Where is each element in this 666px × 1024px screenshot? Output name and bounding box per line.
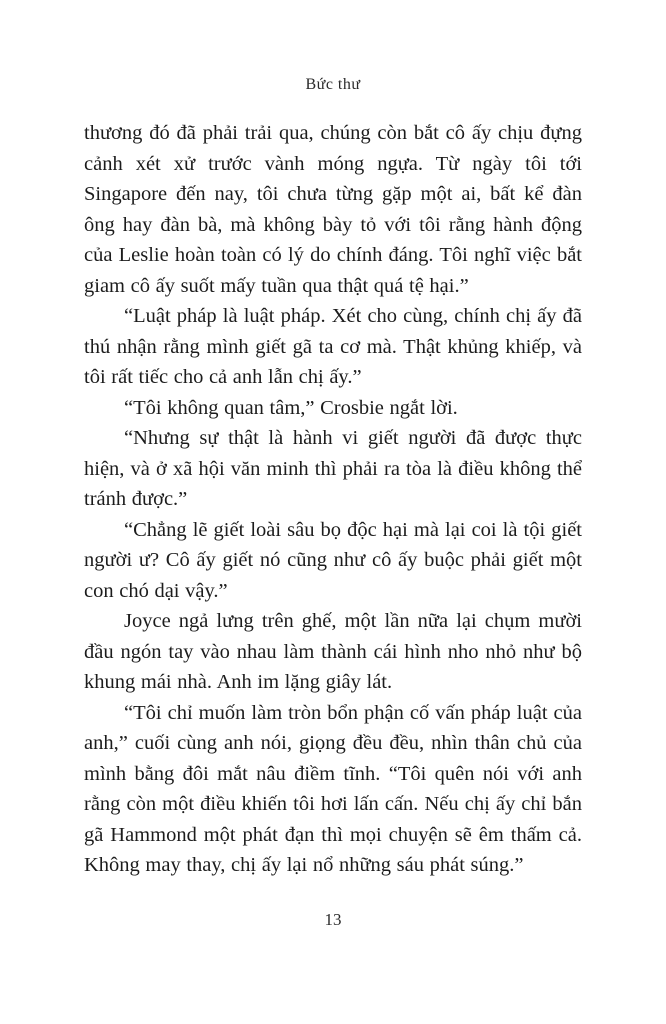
body-text — [84, 118, 582, 881]
page-number: 13 — [324, 910, 342, 929]
paragraph: thương đó đã phải trải qua, chúng còn bắt cô ấy chịu đựng cảnh xét xử trước vành móng ngựa. Từ ngày tôi tới Singapore đến nay, tôi chưa từng gặp một ai, bất kể đàn ông hay đàn bà, mà không bày tỏ với tôi rằng hành động của Leslie hoàn toàn có lý do chính đáng. Tôi nghĩ việc bắt giam cô ấy suốt mấy tuần qua thật quá tệ hại.” — [84, 122, 582, 297]
paragraph: “Luật pháp là luật pháp. Xét cho cùng, chính chị ấy đã thú nhận rằng mình giết gã ta cơ mà. Thật khủng khiếp, và tôi rất tiếc cho cả anh lẫn chị ấy.” — [84, 305, 582, 388]
paragraph: “Nhưng sự thật là hành vi giết người đã được thực hiện, và ở xã hội văn minh thì phải ra tòa là điều không thể tránh được.” — [84, 427, 582, 510]
paragraph: “Tôi không quan tâm,” Crosbie ngắt lời. — [124, 396, 458, 419]
paragraph: “Tôi chỉ muốn làm tròn bổn phận cố vấn pháp luật của anh,” cuối cùng anh nói, giọng đều đều, nhìn thân chủ của mình bằng đôi mắt nâu điềm tĩnh. “Tôi quên nói với anh rằng còn một điều khiến tôi hơi lấn cấn. Nếu chị ấy chỉ bắn gã Hammond một phát đạn thì mọi chuyện sẽ êm thấm cả. Không may thay, chị ấy lại nổ những sáu phát súng.” — [84, 701, 582, 876]
paragraph: Joyce ngả lưng trên ghế, một lần nữa lại chụm mười đầu ngón tay vào nhau làm thành cái hình nho nhỏ như bộ khung mái nhà. Anh im lặng giây lát. — [84, 610, 582, 693]
running-header: Bức thư — [305, 76, 361, 93]
paragraph: “Chẳng lẽ giết loài sâu bọ độc hại mà lại coi là tội giết người ư? Cô ấy giết nó cũng như cô ấy buộc phải giết một con chó dại vậy.” — [84, 518, 582, 602]
